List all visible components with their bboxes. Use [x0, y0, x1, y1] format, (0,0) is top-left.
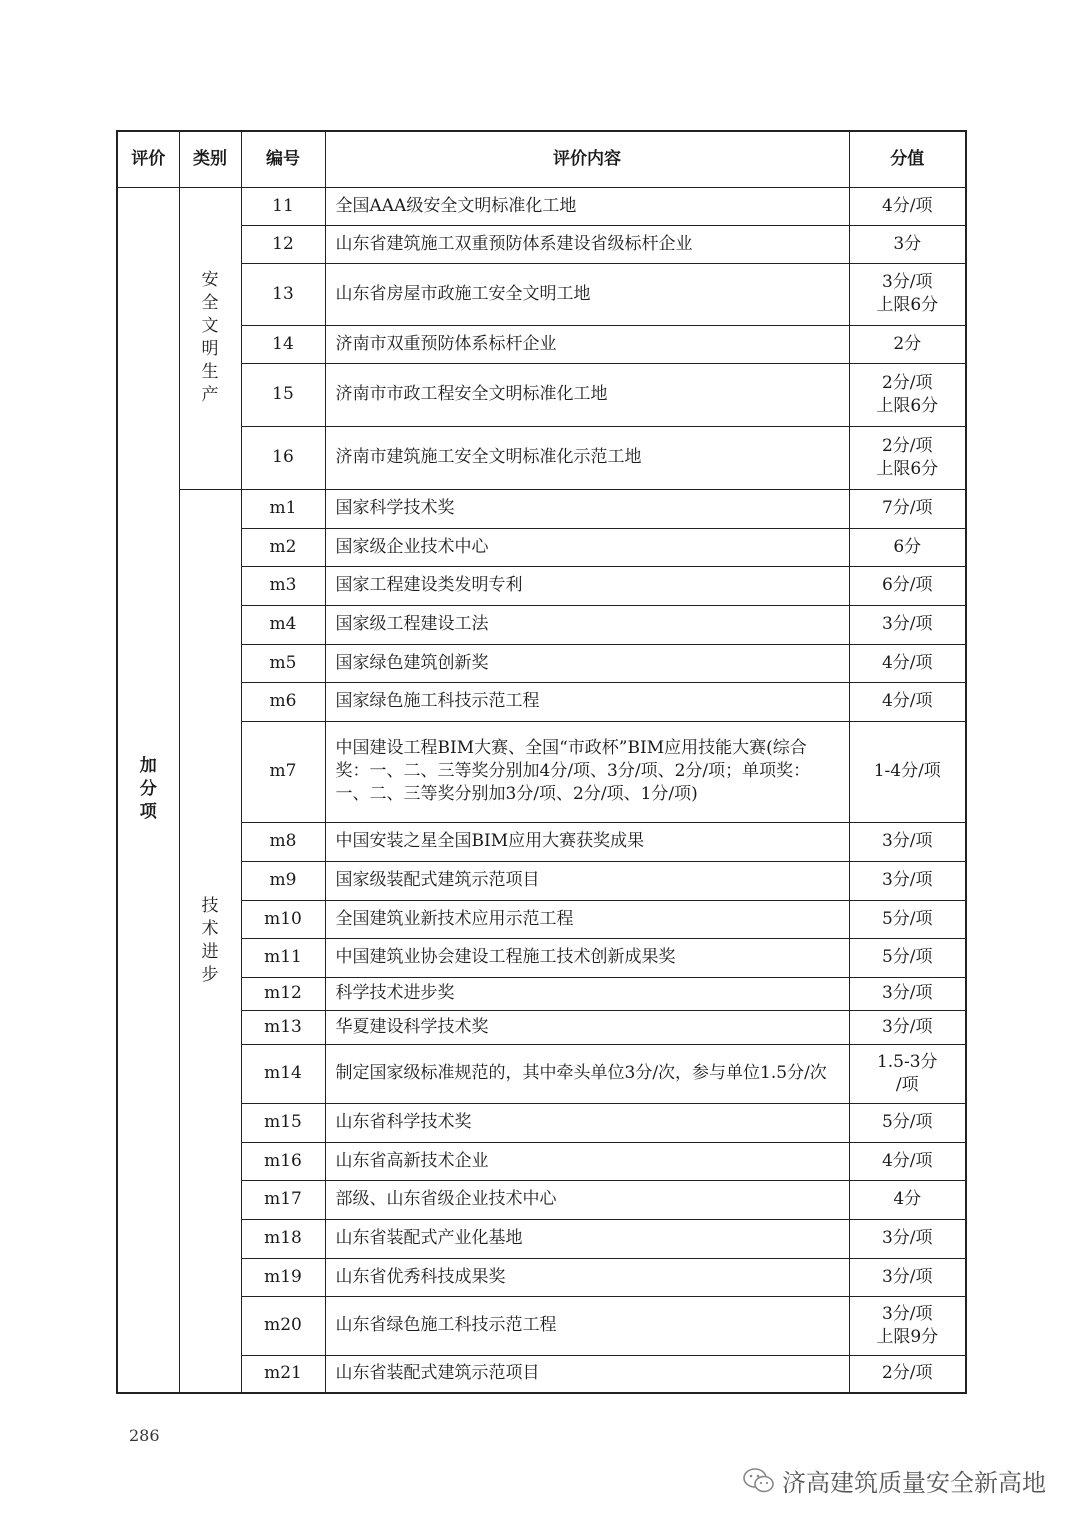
- item-content: 全国AAA级安全文明标准化工地: [325, 187, 849, 225]
- score-line: 3分/项: [881, 1016, 933, 1037]
- item-number: m17: [241, 1180, 325, 1219]
- score-line: 4分/项: [881, 652, 933, 673]
- table-row: [117, 822, 966, 861]
- table-row: [117, 900, 966, 938]
- item-number: m12: [241, 977, 325, 1010]
- table-row: [117, 977, 966, 1010]
- item-number: m5: [241, 644, 325, 682]
- item-content: 部级、山东省级企业技术中心: [325, 1180, 849, 1219]
- watermark-text: 济高建筑质量安全新高地: [782, 1469, 1046, 1497]
- item-content: 山东省科学技术奖: [325, 1103, 849, 1142]
- score-line: 3分/项: [881, 1303, 933, 1324]
- item-content: 山东省优秀科技成果奖: [325, 1258, 849, 1296]
- item-score: [849, 325, 966, 363]
- item-number: m7: [241, 721, 325, 822]
- header-number: 编号: [241, 131, 325, 187]
- item-number: m15: [241, 1103, 325, 1142]
- table-row: [117, 682, 966, 721]
- score-line: 3分/项: [881, 831, 933, 851]
- score-limit: 上限6分: [876, 295, 939, 315]
- item-content: 国家绿色建筑创新奖: [325, 644, 849, 682]
- score-line: 3分/项: [881, 870, 933, 890]
- score-line: 5分/项: [881, 947, 933, 967]
- eval-label: 加分项: [139, 756, 157, 823]
- item-score: [849, 977, 966, 1010]
- item-score: [849, 225, 966, 263]
- category-label: 安全文明生产: [201, 270, 219, 405]
- item-content: 中国建设工程BIM大赛、全国“市政杯”BIM应用技能大赛(综合奖：一、二、三等奖分别加4分/项、3分/项、2分/项；单项奖：一、二、三等奖分别加3分/项、2分/项、1分/项): [325, 721, 849, 822]
- table-row: [117, 605, 966, 644]
- table-row: [117, 225, 966, 263]
- item-number: m1: [241, 489, 325, 528]
- item-content: 山东省装配式产业化基地: [325, 1219, 849, 1258]
- item-score: [849, 528, 966, 566]
- table-row: [117, 1142, 966, 1180]
- item-content: 国家绿色施工科技示范工程: [325, 682, 849, 721]
- item-number: m18: [241, 1219, 325, 1258]
- score-line: 3分/项: [881, 1228, 933, 1248]
- score-limit: /项: [895, 1074, 919, 1095]
- item-content: 全国建筑业新技术应用示范工程: [325, 900, 849, 938]
- score-line: 3分/项: [881, 1266, 933, 1287]
- table-row: [117, 528, 966, 566]
- item-score: [849, 605, 966, 644]
- table-row: [117, 566, 966, 605]
- table-row: [117, 1219, 966, 1258]
- item-content: 山东省房屋市政施工安全文明工地: [325, 263, 849, 325]
- item-score: [849, 489, 966, 528]
- evaluation-table: [116, 130, 967, 1394]
- item-score: [849, 1103, 966, 1142]
- item-number: m4: [241, 605, 325, 644]
- header-score: 分值: [849, 131, 966, 187]
- item-content: 科学技术进步奖: [325, 977, 849, 1010]
- item-score: [849, 1180, 966, 1219]
- table-row: [117, 644, 966, 682]
- item-content: 制定国家级标准规范的，其中牵头单位3分/次，参与单位1.5分/次: [325, 1044, 849, 1103]
- wechat-icon: [742, 1467, 776, 1495]
- item-content: 济南市市政工程安全文明标准化工地: [325, 363, 849, 426]
- item-number: m10: [241, 900, 325, 938]
- item-number: 11: [241, 187, 325, 225]
- item-score: [849, 644, 966, 682]
- table-row: [117, 1180, 966, 1219]
- item-score: [849, 1219, 966, 1258]
- item-score: [849, 682, 966, 721]
- item-number: m14: [241, 1044, 325, 1103]
- score-line: 2分/项: [881, 435, 933, 456]
- table-body: [117, 187, 966, 1393]
- item-number: m20: [241, 1296, 325, 1355]
- table-row: [117, 426, 966, 489]
- item-score: [849, 1296, 966, 1355]
- header-eval: 评价: [117, 131, 179, 187]
- item-content: 中国安装之星全国BIM应用大赛获奖成果: [325, 822, 849, 861]
- item-content: 济南市建筑施工安全文明标准化示范工地: [325, 426, 849, 489]
- category-label: 技术进步: [201, 895, 219, 985]
- item-score: [849, 426, 966, 489]
- table-row: [117, 263, 966, 325]
- item-number: m2: [241, 528, 325, 566]
- score-line: 2分/项: [881, 372, 933, 393]
- item-score: [849, 187, 966, 225]
- score-line: 3分/项: [881, 983, 933, 1003]
- item-number: 14: [241, 325, 325, 363]
- score-limit: 上限9分: [876, 1326, 939, 1347]
- item-content: 山东省建筑施工双重预防体系建设省级标杆企业: [325, 225, 849, 263]
- score-line: 4分: [893, 1189, 922, 1209]
- item-number: m8: [241, 822, 325, 861]
- item-score: [849, 1044, 966, 1103]
- category-cell: [179, 489, 241, 1393]
- item-score: [849, 263, 966, 325]
- item-number: 16: [241, 426, 325, 489]
- table-row: [117, 861, 966, 900]
- item-score: [849, 1258, 966, 1296]
- item-number: m11: [241, 938, 325, 977]
- score-line: 5分/项: [881, 1112, 933, 1132]
- score-line: 1-4分/项: [873, 761, 941, 781]
- score-line: 3分/项: [881, 614, 933, 634]
- item-score: [849, 566, 966, 605]
- item-content: 国家工程建设类发明专利: [325, 566, 849, 605]
- header-category: 类别: [179, 131, 241, 187]
- item-number: m21: [241, 1355, 325, 1393]
- table-row: [117, 938, 966, 977]
- table-row: [117, 1044, 966, 1103]
- item-number: m3: [241, 566, 325, 605]
- score-line: 2分: [893, 333, 922, 354]
- item-number: m13: [241, 1010, 325, 1044]
- score-line: 7分/项: [881, 498, 933, 518]
- score-line: 4分/项: [881, 195, 933, 216]
- item-number: 15: [241, 363, 325, 426]
- item-score: [849, 861, 966, 900]
- item-content: 山东省高新技术企业: [325, 1142, 849, 1180]
- score-line: 2分/项: [881, 1363, 933, 1384]
- table-row: [117, 187, 966, 225]
- item-number: m9: [241, 861, 325, 900]
- score-line: 3分/项: [881, 272, 933, 292]
- table-row: [117, 1296, 966, 1355]
- item-content: 中国建筑业协会建设工程施工技术创新成果奖: [325, 938, 849, 977]
- item-score: [849, 900, 966, 938]
- item-score: [849, 1355, 966, 1393]
- table-row: [117, 325, 966, 363]
- item-number: 13: [241, 263, 325, 325]
- item-content: 国家级装配式建筑示范项目: [325, 861, 849, 900]
- item-content: 国家级工程建设工法: [325, 605, 849, 644]
- item-score: [849, 938, 966, 977]
- item-content: 山东省绿色施工科技示范工程: [325, 1296, 849, 1355]
- page-number: 286: [129, 1426, 160, 1445]
- item-score: [849, 1142, 966, 1180]
- table-row: [117, 489, 966, 528]
- item-number: m16: [241, 1142, 325, 1180]
- item-score: [849, 363, 966, 426]
- table-row: [117, 1258, 966, 1296]
- score-line: 6分: [893, 536, 922, 557]
- header-content: 评价内容: [325, 131, 849, 187]
- score-line: 4分/项: [881, 1150, 933, 1171]
- item-score: [849, 721, 966, 822]
- table-row: [117, 1103, 966, 1142]
- item-content: 国家科学技术奖: [325, 489, 849, 528]
- score-limit: 上限6分: [876, 458, 939, 479]
- item-content: 国家级企业技术中心: [325, 528, 849, 566]
- score-line: 3分: [893, 233, 922, 254]
- item-number: m19: [241, 1258, 325, 1296]
- item-number: 12: [241, 225, 325, 263]
- header-row: [117, 131, 966, 187]
- item-content: 华夏建设科学技术奖: [325, 1010, 849, 1044]
- table-row: [117, 1355, 966, 1393]
- item-score: [849, 1010, 966, 1044]
- category-cell: [179, 187, 241, 489]
- item-score: [849, 822, 966, 861]
- table-row: [117, 721, 966, 822]
- table-row: [117, 1010, 966, 1044]
- score-limit: 上限6分: [876, 395, 939, 416]
- item-content: 济南市双重预防体系标杆企业: [325, 325, 849, 363]
- score-line: 1.5-3分: [876, 1051, 938, 1072]
- item-content: 山东省装配式建筑示范项目: [325, 1355, 849, 1393]
- watermark: [742, 1463, 1046, 1498]
- score-line: 6分/项: [881, 575, 933, 595]
- score-line: 4分/项: [881, 691, 933, 711]
- eval-cell: [117, 187, 179, 1393]
- score-line: 5分/项: [881, 908, 933, 929]
- item-number: m6: [241, 682, 325, 721]
- table-row: [117, 363, 966, 426]
